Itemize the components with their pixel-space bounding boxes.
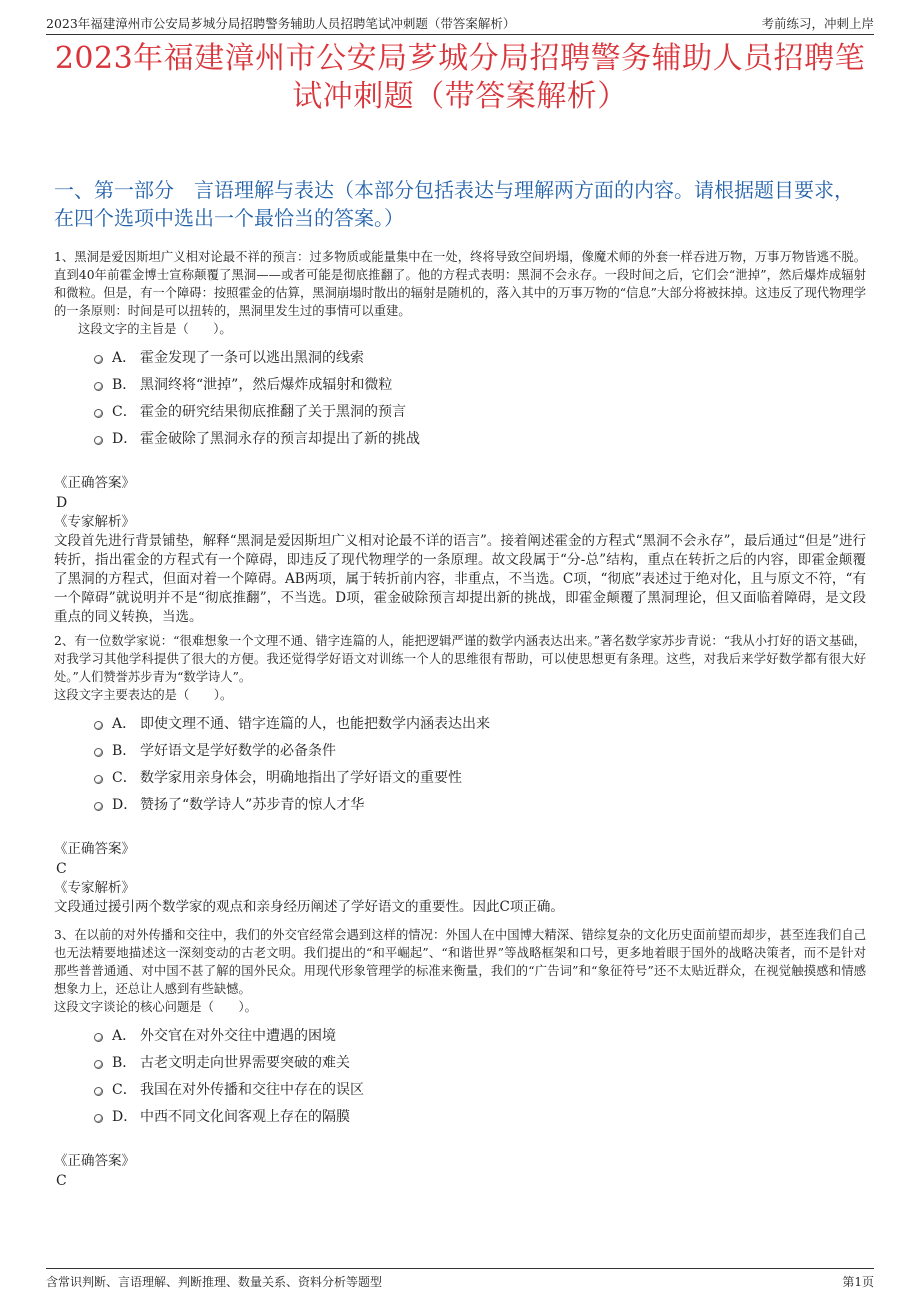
question-3 (54, 926, 866, 1191)
option-text: 赞扬了“数学诗人”苏步青的惊人才华 (140, 796, 365, 813)
option-a[interactable] (54, 344, 866, 371)
question-prompt: 这段文字的主旨是（ ）。 (78, 322, 232, 336)
option-c[interactable] (54, 764, 866, 791)
question-2 (54, 632, 866, 917)
option-letter: A． (112, 715, 137, 732)
radio-icon[interactable] (94, 355, 103, 364)
option-letter: D． (112, 430, 138, 447)
answer-value: C (56, 861, 67, 877)
question-stem: 2、有一位数学家说：“很难想象一个文理不通、错字连篇的人，能把逻辑严谨的数学内涵表达出来。”著名数学家苏步青说：“我从小打好的语文基础，对我学习其他学科提供了很大的方便。我还觉得学好语文对训练一个人的思维很有帮助，可以使思想更有条理。这些，对我后来学好数学都有很大好处。”人们赞誉苏步青为“数学诗人”。 (54, 634, 866, 684)
option-letter: C． (112, 403, 137, 420)
answer-label: 《正确答案》 (54, 841, 135, 857)
radio-icon[interactable] (94, 1060, 103, 1069)
page-title: 2023年福建漳州市公安局芗城分局招聘警务辅助人员招聘笔试冲刺题（带答案解析） (54, 41, 866, 114)
option-letter: B． (112, 742, 137, 759)
option-text: 即使文理不通、错字连篇的人，也能把数学内涵表达出来 (140, 715, 490, 732)
radio-icon[interactable] (94, 775, 103, 784)
option-a[interactable] (54, 710, 866, 737)
explanation-text: 文段首先进行背景铺垫，解释“黑洞是爱因斯坦广义相对论最不详的语言”。接着阐述霍金的方程式“黑洞不会永存”，最后通过“但是”进行转折，指出霍金的方程式有一个障碍，即违反了现代物理学的一条原理。故文段属于“分-总”结构，重点在转折之后的内容，即霍金颠覆了黑洞的方程式，但面对着一个障碍。AB两项，属于转折前内容，非重点，不当选。C项，“彻底”表述过于绝对化，且与原文不符，“有一个障碍”就说明并不是“彻底推翻”，不当选。D项，霍金破除预言却提出新的挑战，即霍金颠覆了黑洞理论，但又面临着障碍，是文段重点的同义转换，当选。 (54, 533, 866, 625)
option-letter: B． (112, 376, 137, 393)
header-doc-title: 2023年福建漳州市公安局芗城分局招聘警务辅助人员招聘笔试冲刺题（带答案解析） (46, 16, 516, 31)
radio-icon[interactable] (94, 1114, 103, 1123)
option-text: 黑洞终将“泄掉”，然后爆炸成辐射和微粒 (140, 376, 393, 393)
option-d[interactable] (54, 1103, 866, 1130)
option-text: 数学家用亲身体会，明确地指出了学好语文的重要性 (140, 769, 462, 786)
section-heading: 一、第一部分 言语理解与表达（本部分包括表达与理解两方面的内容。请根据题目要求，在四个选项中选出一个最恰当的答案。） (54, 178, 854, 230)
radio-icon[interactable] (94, 802, 103, 811)
option-d[interactable] (54, 791, 866, 818)
option-c[interactable] (54, 1076, 866, 1103)
radio-icon[interactable] (94, 1033, 103, 1042)
option-text: 我国在对外传播和交往中存在的误区 (140, 1081, 364, 1098)
option-letter: A． (112, 1027, 137, 1044)
explanation-label: 《专家解析》 (54, 514, 135, 530)
option-letter: C． (112, 769, 137, 786)
page-header (46, 10, 874, 35)
answer-value: D (56, 495, 68, 511)
option-list (54, 1022, 866, 1130)
option-letter: D． (112, 1108, 138, 1125)
option-text: 中西不同文化间客观上存在的隔膜 (140, 1108, 350, 1125)
answer-label: 《正确答案》 (54, 1153, 135, 1169)
option-text: 霍金破除了黑洞永存的预言却提出了新的挑战 (140, 430, 420, 447)
option-text: 古老文明走向世界需要突破的难关 (140, 1054, 350, 1071)
option-b[interactable] (54, 737, 866, 764)
footer-note: 含常识判断、言语理解、判断推理、数量关系、资料分析等题型 (46, 1274, 383, 1289)
option-c[interactable] (54, 398, 866, 425)
radio-icon[interactable] (94, 409, 103, 418)
explanation-label: 《专家解析》 (54, 880, 135, 896)
radio-icon[interactable] (94, 748, 103, 757)
radio-icon[interactable] (94, 1087, 103, 1096)
option-a[interactable] (54, 1022, 866, 1049)
question-stem: 1、黑洞是爱因斯坦广义相对论最不祥的预言：过多物质或能量集中在一处，终将导致空间坍塌，像魔术师的外套一样吞进万物，万事万物皆逃不脱。直到40年前霍金博士宣称颠覆了黑洞——或者可能是彻底推翻了。他的方程式表明：黑洞不会永存。一段时间之后，它们会“泄掉”，然后爆炸成辐射和微粒。但是，有一个障碍：按照霍金的估算，黑洞崩塌时散出的辐射是随机的，落入其中的万事万物的“信息”大部分将被抹掉。这违反了现代物理学的一条原则：时间是可以扭转的，黑洞里发生过的事情可以重建。 (54, 250, 866, 318)
option-b[interactable] (54, 371, 866, 398)
option-letter: B． (112, 1054, 137, 1071)
answer-label: 《正确答案》 (54, 475, 135, 491)
option-text: 霍金发现了一条可以逃出黑洞的线索 (140, 349, 364, 366)
page-number: 第1页 (842, 1274, 874, 1289)
question-stem: 3、在以前的对外传播和交往中，我们的外交官经常会遇到这样的情况：外国人在中国博大精深、错综复杂的文化历史面前望而却步，甚至连我们自己也无法精要地描述这一深刻变动的古老文明。我们提出的“和平崛起”、“和谐世界”等战略框架和口号，更多地着眼于国外的战略决策者，而不是针对那些普普通通、对中国不甚了解的国外民众。用现代形象管理学的标准来衡量，我们的“广告词”和“象征符号”还不太贴近群众，在视觉触摸感和情感想象力上，还总让人感到有些缺憾。 (54, 928, 866, 996)
page-footer (46, 1268, 874, 1291)
option-text: 霍金的研究结果彻底推翻了关于黑洞的预言 (140, 403, 406, 420)
option-b[interactable] (54, 1049, 866, 1076)
option-text: 外交官在对外交往中遭遇的困境 (140, 1027, 336, 1044)
explanation-text: 文段通过援引两个数学家的观点和亲身经历阐述了学好语文的重要性。因此C项正确。 (54, 899, 564, 915)
question-prompt: 这段文字谈论的核心问题是（ ）。 (54, 1000, 257, 1014)
option-letter: C． (112, 1081, 137, 1098)
option-letter: A． (112, 349, 137, 366)
radio-icon[interactable] (94, 721, 103, 730)
question-prompt: 这段文字主要表达的是（ ）。 (54, 688, 233, 702)
radio-icon[interactable] (94, 382, 103, 391)
option-d[interactable] (54, 425, 866, 452)
header-slogan: 考前练习，冲刺上岸 (761, 16, 874, 31)
option-letter: D． (112, 796, 138, 813)
radio-icon[interactable] (94, 436, 103, 445)
option-list (54, 344, 866, 452)
question-1 (54, 248, 866, 627)
option-text: 学好语文是学好数学的必备条件 (140, 742, 336, 759)
answer-value: C (56, 1173, 67, 1189)
option-list (54, 710, 866, 818)
